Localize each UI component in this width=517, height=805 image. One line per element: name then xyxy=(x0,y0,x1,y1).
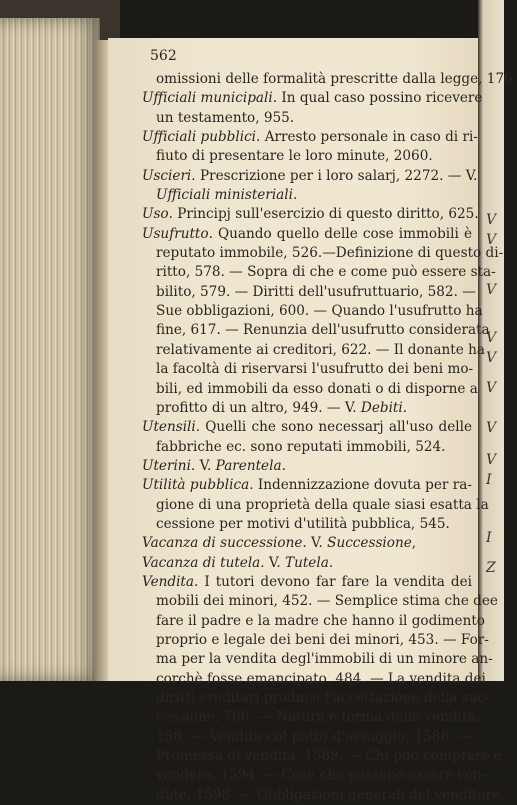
index-headword: Successione xyxy=(327,535,412,552)
index-headword: Ufficiali municipali xyxy=(142,90,273,107)
index-headword: Usufrutto xyxy=(142,225,209,242)
index-text-segment: dute, 1598. — Obbligazioni generali del venditore, xyxy=(156,786,505,803)
index-headword: Vendita xyxy=(142,573,194,590)
index-line xyxy=(142,728,472,747)
index-text-segment: proprio e legale dei beni dei minori, 453. — For- xyxy=(156,631,489,648)
index-headword: Utilità pubblica xyxy=(142,477,250,494)
index-headword: Utensili xyxy=(142,419,196,436)
facing-page-letter: V xyxy=(486,232,497,248)
index-line xyxy=(142,573,472,592)
index-text-segment: . V. xyxy=(302,535,328,552)
index-line xyxy=(142,128,478,147)
index-text-segment: ma per la vendita degl'immobili di un minore an- xyxy=(156,651,493,668)
index-line xyxy=(142,457,472,476)
index-text-segment: bilito, 579. — Diritti dell'usufruttuario, 582. — xyxy=(156,283,476,300)
facing-page-letter: V xyxy=(486,380,497,396)
index-headword: Ufficiali ministeriali xyxy=(156,187,293,204)
index-headword: Vacanza di tutela xyxy=(142,554,261,571)
index-line xyxy=(142,147,472,166)
facing-page-letter: V xyxy=(486,330,497,346)
index-headword: Uscieri xyxy=(142,167,192,184)
index-headword: Vacanza di successione xyxy=(142,535,303,552)
index-headword: Tutela xyxy=(285,554,329,571)
index-text-segment: diritti ereditarj produce l'accettazione della suc- xyxy=(156,690,490,706)
index-line xyxy=(142,554,472,573)
index-text-segment: . V. xyxy=(260,554,286,571)
index-text-segment: , xyxy=(411,535,417,552)
index-line xyxy=(142,89,483,108)
index-line xyxy=(142,302,483,321)
index-line xyxy=(142,592,498,611)
index-text-segment: . I tutori devono far fare la vendita dei xyxy=(194,573,472,590)
index-text-segment: . xyxy=(293,187,298,204)
index-line xyxy=(142,341,485,360)
index-line xyxy=(142,670,486,689)
index-line xyxy=(142,786,505,805)
index-text-segment: . In qual caso possino ricevere xyxy=(272,90,483,107)
index-text-segment: 158. — Vendita col patto d'assaggio, 1588. — xyxy=(156,728,472,745)
facing-page-letter: V xyxy=(486,350,497,366)
index-text-segment: . Principj sull'esercizio di questo diritto, 625. xyxy=(168,206,479,223)
index-text-segment: . xyxy=(328,554,334,571)
index-line xyxy=(142,109,472,128)
index-text-segment: cessione, 780. — Natura e forma della vendita, xyxy=(156,709,480,726)
index-line xyxy=(142,708,480,727)
index-text-segment: ritto, 578. — Sopra di che e come può essere sta- xyxy=(156,264,496,281)
index-headword: Uterini xyxy=(142,457,191,474)
index-text-segment: . Arresto personale in caso di ri- xyxy=(256,129,478,146)
index-text-segment: profitto di un altro, 949. — V. xyxy=(156,399,361,416)
index-line xyxy=(142,225,472,244)
index-line xyxy=(142,534,472,553)
index-line xyxy=(142,496,489,515)
index-line xyxy=(142,689,490,708)
index-text-segment: . xyxy=(402,399,408,416)
page-edges-stack xyxy=(0,18,100,681)
page-number: 562 xyxy=(150,48,177,64)
index-text-segment: omissioni delle formalità prescritte dalla legge, 176. xyxy=(156,71,517,87)
index-line xyxy=(142,283,476,302)
index-text-segment: vendere, 1594. — Cose che possono essere ven- xyxy=(156,767,487,784)
index-line xyxy=(142,476,472,495)
index-line xyxy=(142,650,493,669)
index-line xyxy=(142,747,503,766)
facing-page-letter: I xyxy=(486,530,492,546)
facing-page-letter: V xyxy=(486,420,497,436)
facing-page-letter: V xyxy=(486,212,497,228)
index-text-segment: Promessa di vendita, 1589. — Chi può comprare e xyxy=(156,748,503,765)
index-text-segment: bili, ed immobili da esso donati o di disporne a xyxy=(156,380,478,397)
index-text-segment: cessione per motivi d'utilità pubblica, 545. xyxy=(156,515,450,532)
facing-page-letter: I xyxy=(486,472,492,488)
index-text-segment: . Indennizzazione dovuta per ra- xyxy=(249,477,472,494)
facing-page-letter: Z xyxy=(486,560,496,576)
index-line xyxy=(142,418,472,437)
index-text-segment: un testamento, 955. xyxy=(156,109,295,126)
index-text-segment: fare il padre e la madre che hanno il godimento xyxy=(156,612,485,629)
index-text-segment: . Quando quello delle cose immobili è xyxy=(208,225,472,242)
index-text-segment: mobili dei minori, 452. — Semplice stima che dee xyxy=(156,593,498,610)
index-text-segment: Sue obbligazioni, 600. — Quando l'usufrutto ha xyxy=(156,303,483,320)
index-text-segment: reputato immobile, 526.—Definizione di questo di- xyxy=(156,245,504,262)
index-line xyxy=(142,205,479,224)
index-line xyxy=(142,380,478,399)
index-line xyxy=(142,244,504,263)
index-line xyxy=(142,766,487,785)
index-line xyxy=(142,438,472,457)
index-text-segment: . Quelli che sono necessarj all'uso delle xyxy=(195,419,472,436)
index-line xyxy=(142,612,485,631)
index-text-segment: fine, 617. — Renunzia dell'usufrutto considerata xyxy=(156,322,490,339)
index-text-segment: fiuto di presentare le loro minute, 2060. xyxy=(156,148,433,165)
index-text xyxy=(142,70,517,805)
index-text-segment: . V. xyxy=(190,457,216,474)
index-text-segment: gione di una proprietà della quale siasi esatta la xyxy=(156,496,489,513)
index-text-segment: corchè fosse emancipato, 484. — La vendita dei xyxy=(156,670,486,687)
index-text-segment: . xyxy=(281,457,286,474)
index-line xyxy=(142,360,472,379)
index-line xyxy=(142,321,490,340)
facing-page-letter: V xyxy=(486,452,497,468)
index-line xyxy=(142,186,472,205)
facing-page-letter: V xyxy=(486,282,497,298)
index-line xyxy=(142,263,496,282)
index-line xyxy=(142,399,472,418)
index-text-segment: fabbriche ec. sono reputati immobili, 524. xyxy=(156,438,446,455)
index-headword: Uso xyxy=(142,206,169,223)
index-headword: Parentela xyxy=(215,457,282,474)
index-line xyxy=(142,70,517,89)
index-headword: Ufficiali pubblici xyxy=(142,129,257,146)
index-line xyxy=(142,631,489,650)
index-headword: Debiti xyxy=(360,399,403,416)
index-line xyxy=(142,167,478,186)
index-text-segment: relativamente ai creditori, 622. — Il donante ha xyxy=(156,341,485,358)
index-text-segment: . Prescrizione per i loro salarj, 2272. — V. xyxy=(191,167,478,184)
index-text-segment: la facoltà di riservarsi l'usufrutto dei beni mo- xyxy=(156,361,474,378)
index-line xyxy=(142,515,472,534)
